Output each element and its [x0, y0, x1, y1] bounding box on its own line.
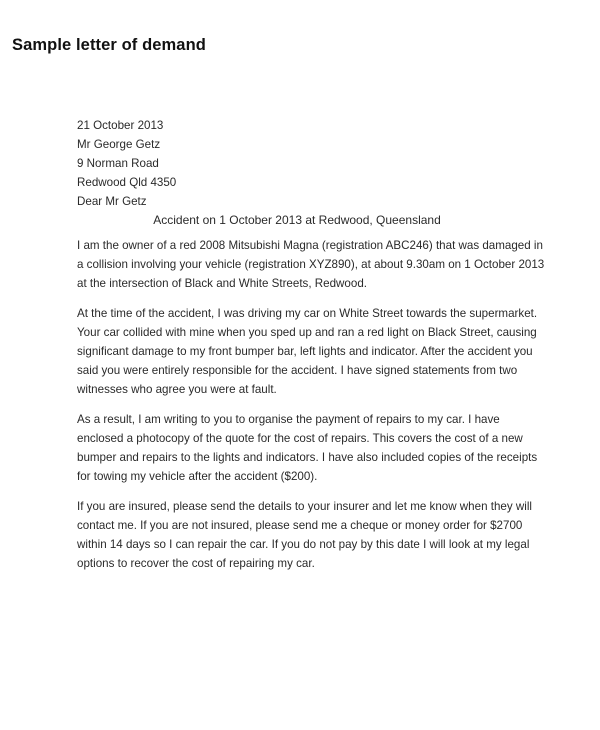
paragraph-line: at the intersection of Black and White Streets, Redwood. — [77, 277, 367, 290]
paragraph-line: contact me. If you are not insured, please send me a cheque or money order for $2700 — [77, 519, 523, 532]
letter-body — [77, 116, 597, 573]
paragraph-line: within 14 days so I can repair the car. If you do not pay by this date I will look at my legal — [77, 538, 530, 551]
paragraph-line: a collision involving your vehicle (registration XYZ890), at about 9.30am on 1 October 2013 — [77, 258, 545, 271]
paragraph — [77, 236, 597, 293]
salutation: Dear Mr Getz — [77, 195, 147, 208]
paragraph — [77, 304, 597, 399]
paragraph-line: If you are insured, please send the details to your insurer and let me know when they will — [77, 500, 532, 513]
paragraph-line: At the time of the accident, I was driving my car on White Street towards the supermarket. — [77, 307, 538, 320]
paragraph-line: witnesses who agree you were at fault. — [77, 383, 277, 396]
recipient-address — [77, 135, 597, 192]
paragraph-line: said you were entirely responsible for the accident. I have signed statements from two — [77, 364, 518, 377]
paragraph-line: for towing my vehicle after the accident ($200). — [77, 470, 318, 483]
paragraph-line: I am the owner of a red 2008 Mitsubishi Magna (registration ABC246) that was damaged in — [77, 239, 543, 252]
paragraph-line: significant damage to my front bumper bar, left lights and indicator. After the accident you — [77, 345, 533, 358]
paragraph-line: bumper and repairs to the lights and indicators. I have also included copies of the receipts — [77, 451, 538, 464]
subject-line: Accident on 1 October 2013 at Redwood, Queensland — [153, 213, 441, 227]
recipient-street: 9 Norman Road — [77, 157, 159, 170]
letter-date: 21 October 2013 — [77, 119, 164, 132]
paragraph-line: enclosed a photocopy of the quote for the cost of repairs. This covers the cost of a new — [77, 432, 523, 445]
paragraph — [77, 410, 597, 486]
recipient-city: Redwood Qld 4350 — [77, 176, 177, 189]
paragraph-line: Your car collided with mine when you sped up and ran a red light on Black Street, causing — [77, 326, 537, 339]
page-title: Sample letter of demand — [12, 36, 206, 54]
paragraph — [77, 497, 597, 573]
paragraph-line: As a result, I am writing to you to organise the payment of repairs to my car. I have — [77, 413, 500, 426]
recipient-name: Mr George Getz — [77, 138, 161, 151]
paragraph-line: options to recover the cost of repairing my car. — [77, 557, 315, 570]
